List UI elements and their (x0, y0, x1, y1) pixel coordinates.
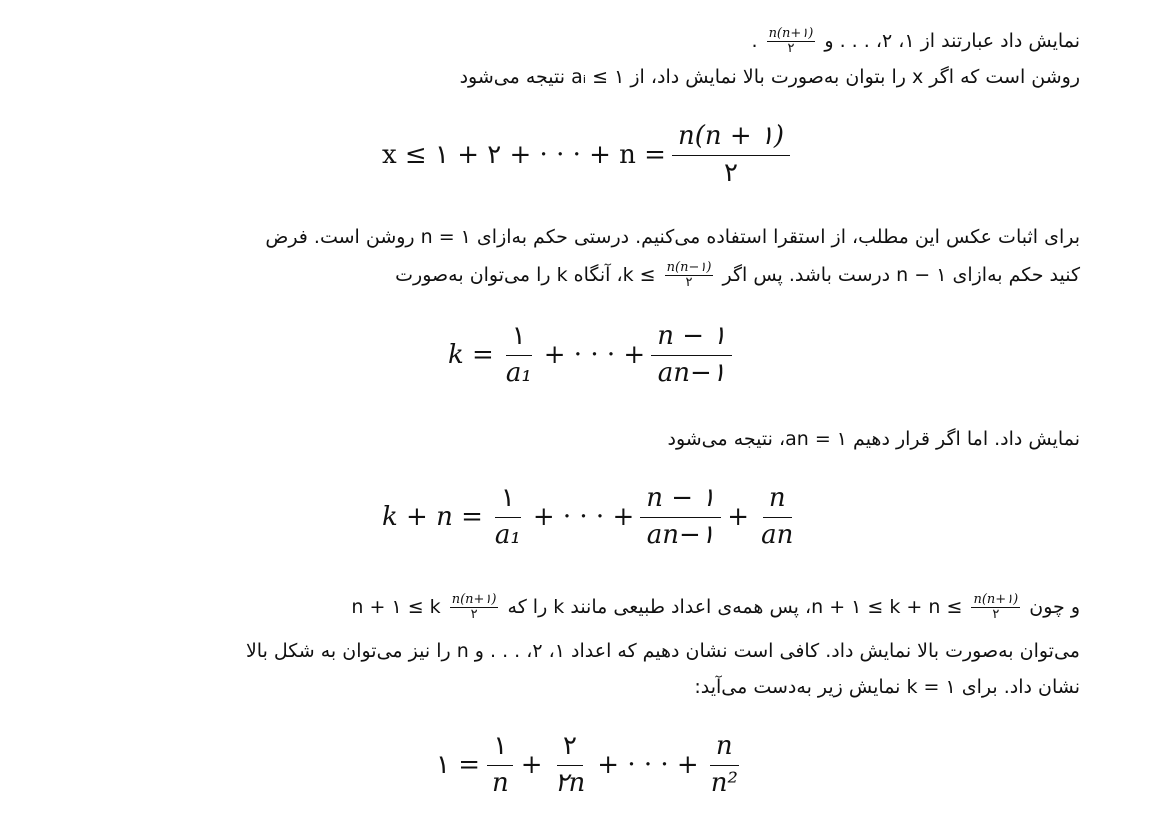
equation-3-fraction-1-numerator: ۱ (495, 484, 521, 518)
line-6-fraction-1-denominator: ۲ (992, 607, 1000, 622)
equation-2-fraction-2 (651, 322, 732, 389)
line-6-fraction-2-numerator: n(n+۱) (451, 592, 497, 607)
line-6-start: و چون (1029, 596, 1080, 618)
line-1-fraction (767, 27, 816, 56)
equation-2-fraction-1-numerator: ۱ (506, 322, 532, 356)
equation-3-fraction-1 (489, 484, 527, 551)
equation-4-fraction-3-numerator: n (710, 732, 739, 766)
line-4-fraction-numerator: n(n−۱) (666, 260, 712, 275)
line-1-fraction-numerator: n(n+۱) (768, 26, 814, 41)
equation-3 (382, 484, 805, 551)
equation-1-denominator: ۲ (724, 157, 738, 188)
equation-3-middle: + · · · + (532, 502, 635, 533)
equation-4-lhs: ۱ = (436, 750, 481, 781)
equation-1-fraction (672, 122, 790, 189)
equation-2 (448, 322, 738, 389)
equation-3-fraction-3-denominator: an (761, 519, 794, 550)
equation-4-fraction-2-denominator: ۲n (554, 767, 586, 798)
equation-1 (382, 122, 796, 189)
equation-4-plus: + (520, 750, 543, 781)
line-6-fraction-1-numerator: n(n+۱) (973, 592, 1019, 607)
equation-3-lhs: k + n = (382, 502, 483, 533)
equation-4-fraction-1-numerator: ۱ (487, 732, 513, 766)
line-6-fraction-1 (971, 593, 1020, 622)
equation-3-plus: + (727, 502, 750, 533)
text-line-8 (694, 672, 1080, 702)
text-line-7 (246, 636, 1080, 666)
line-4-end: ≥ k، آنگاه k را می‌توان به‌صورت (395, 264, 656, 286)
equation-3-fraction-2 (640, 484, 721, 551)
line-1-end: . (751, 30, 758, 52)
line-2-text: روشن است که اگر x را بتوان به‌صورت بالا نمایش داد، از ۱ ≥ aᵢ نتیجه می‌شود (459, 66, 1080, 88)
line-1-text: نمایش داد عبارتند از ۱، ۲، . . . و (824, 30, 1080, 52)
equation-3-fraction-3-numerator: n (763, 484, 792, 518)
line-4-fraction-denominator: ۲ (685, 275, 693, 290)
line-7-text: می‌توان به‌صورت بالا نمایش داد. کافی است نشان دهیم که اعداد ۱، ۲، . . . و n را نیز می‌توان به شکل بالا (245, 640, 1080, 662)
equation-4-fraction-2 (549, 732, 592, 799)
line-8-text: نشان داد. برای k = ۱ نمایش زیر به‌دست می‌آید: (694, 676, 1080, 698)
equation-1-numerator: n(n + ۱) (672, 122, 790, 156)
line-4-fraction (665, 261, 714, 290)
text-line-5 (667, 424, 1080, 454)
equation-4-fraction-1 (486, 732, 515, 799)
line-4-text: کنید حکم به‌ازای n − ۱ درست باشد. پس اگر (722, 264, 1080, 286)
text-line-6 (351, 592, 1080, 622)
text-line-1 (751, 26, 1080, 56)
equation-2-fraction-2-numerator: n − ۱ (651, 322, 732, 356)
equation-4-fraction-2-numerator: ۲ (557, 732, 583, 766)
equation-2-middle: + · · · + (543, 340, 646, 371)
equation-4-fraction-3-denominator: n² (710, 767, 738, 798)
equation-4 (436, 732, 750, 799)
line-6-fraction-2 (450, 593, 499, 622)
equation-2-fraction-1-denominator: a₁ (505, 357, 532, 388)
equation-1-lhs: x ≤ ۱ + ۲ + · · · + n = (382, 140, 666, 171)
text-line-3 (265, 222, 1080, 252)
line-5-text: نمایش داد. اما اگر قرار دهیم an = ۱، نتیجه می‌شود (667, 428, 1080, 450)
line-6-middle: ≥ n + ۱ ≤ k + n، پس همه‌ی اعداد طبیعی مانند k را که (507, 596, 963, 618)
equation-3-fraction-2-numerator: n − ۱ (640, 484, 721, 518)
equation-4-fraction-1-denominator: n (492, 767, 509, 798)
equation-4-fraction-3 (705, 732, 744, 799)
line-3-text: برای اثبات عکس این مطلب، از استقرا استفاده می‌کنیم. درستی حکم به‌ازای n = ۱ روشن است. فرض (265, 226, 1080, 248)
line-6-end: n + ۱ ≤ k (351, 596, 441, 618)
equation-3-fraction-3 (755, 484, 799, 551)
text-line-4 (395, 260, 1080, 290)
equation-3-fraction-1-denominator: a₁ (494, 519, 521, 550)
equation-4-middle: + · · · + (597, 750, 699, 781)
equation-2-lhs: k = (448, 340, 494, 371)
equation-3-fraction-2-denominator: an−۱ (646, 519, 715, 550)
equation-2-fraction-2-denominator: an−۱ (657, 357, 726, 388)
line-1-fraction-denominator: ۲ (787, 41, 795, 56)
text-line-2 (460, 62, 1080, 92)
line-6-fraction-2-denominator: ۲ (470, 607, 478, 622)
equation-2-fraction-1 (500, 322, 538, 389)
